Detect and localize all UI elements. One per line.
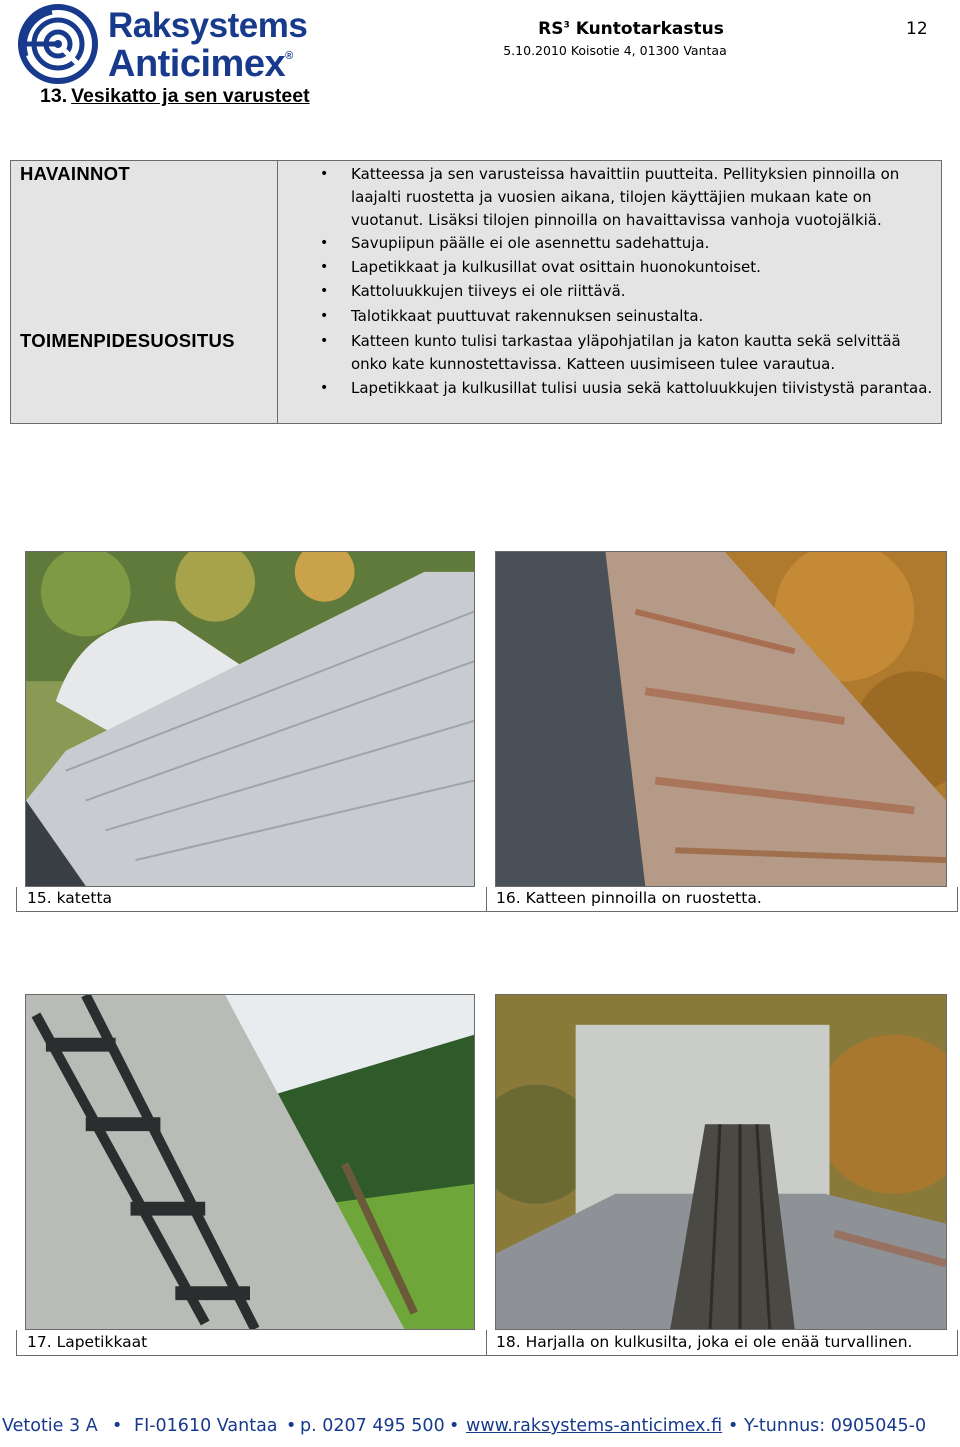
company-logo — [12, 4, 342, 86]
section-number: 13. — [40, 85, 68, 107]
roof-photo-image — [26, 552, 474, 886]
bullet-icon: • — [320, 259, 329, 275]
footer-separator: • — [286, 1416, 297, 1436]
logo-text-raksystems: Raksystems — [108, 6, 308, 45]
rusty-roof-photo-image — [496, 552, 946, 886]
footer-website-link[interactable]: www.raksystems-anticimex.fi — [466, 1416, 723, 1436]
observation-text: Savupiipun päälle ei ole asennettu sadehattuja. — [351, 234, 710, 252]
logo-text-anticimex: Anticimex — [108, 43, 286, 85]
findings-table — [10, 160, 942, 424]
bullet-icon: • — [320, 166, 329, 182]
footer-city: FI-01610 Vantaa — [134, 1416, 278, 1436]
caption-row-2 — [16, 1330, 958, 1356]
report-title-prefix: RS — [538, 19, 564, 39]
page-footer — [0, 1416, 960, 1442]
section-title-text: Vesikatto ja sen varusteet — [71, 85, 310, 107]
photo-roof-ladders — [25, 994, 475, 1330]
caption-row-1 — [16, 887, 958, 912]
observations-label: HAVAINNOT — [20, 163, 130, 184]
footer-phone: p. 0207 495 500 — [300, 1416, 445, 1436]
walkway-photo-image — [496, 995, 946, 1329]
bullet-icon: • — [320, 308, 329, 324]
footer-separator: • — [728, 1416, 739, 1436]
report-title-superscript: 3 — [563, 20, 570, 31]
photo-ridge-walkway — [495, 994, 947, 1330]
report-title-main: Kuntotarkastus — [569, 19, 724, 39]
photo-rusty-roof — [495, 551, 947, 887]
observation-text: Katteessa ja sen varusteissa havaittiin puutteita. Pellityksien pinnoilla on laajalti ruostetta ja vuosien aikana, tilojen käyttäjien mukaan kate on vuotanut. Lisäksi tilojen pinnoilla on havaittavissa vanhoja vuotojälkiä. — [351, 165, 900, 229]
recommendation-text: Katteen kunto tulisi tarkastaa yläpohjatilan ja katon kautta sekä selvittää onko kate kunnostettavissa. Katteen uusimiseen tulee varautua. — [351, 332, 901, 373]
recommendation-text: Lapetikkaat ja kulkusillat tulisi uusia sekä kattoluukkujen tiivistystä parantaa. — [351, 379, 933, 397]
report-title — [496, 19, 766, 39]
observation-text: Lapetikkaat ja kulkusillat ovat osittain huonokuntoiset. — [351, 258, 761, 276]
bullet-icon: • — [320, 333, 329, 349]
photo-roof-covering — [25, 551, 475, 887]
footer-address: Vetotie 3 A — [2, 1416, 98, 1436]
photo-caption: 16. Katteen pinnoilla on ruostetta. — [496, 889, 762, 907]
observation-text: Kattoluukkujen tiiveys ei ole riittävä. — [351, 282, 626, 300]
footer-business-id: Y-tunnus: 0905045-0 — [744, 1416, 927, 1436]
footer-separator: • — [449, 1416, 460, 1436]
photo-caption: 17. Lapetikkaat — [27, 1333, 148, 1351]
recommendations-label: TOIMENPIDESUOSITUS — [20, 330, 235, 351]
bullet-icon: • — [320, 235, 329, 251]
label-column — [11, 161, 278, 423]
observation-text: Talotikkaat puuttuvat rakennuksen seinustalta. — [351, 307, 704, 325]
photo-caption: 15. katetta — [27, 889, 113, 907]
page-number: 12 — [906, 19, 928, 39]
ladder-photo-image — [26, 995, 474, 1329]
report-subtitle: 5.10.2010 Koisotie 4, 01300 Vantaa — [503, 43, 727, 58]
anticimex-logo-icon — [12, 4, 104, 84]
footer-separator: • — [112, 1416, 123, 1436]
bullet-icon: • — [320, 283, 329, 299]
photo-caption: 18. Harjalla on kulkusilta, joka ei ole enää turvallinen. — [496, 1333, 913, 1351]
bullet-icon: • — [320, 380, 329, 396]
section-title — [40, 85, 310, 108]
logo-registered-mark: ® — [285, 50, 293, 62]
